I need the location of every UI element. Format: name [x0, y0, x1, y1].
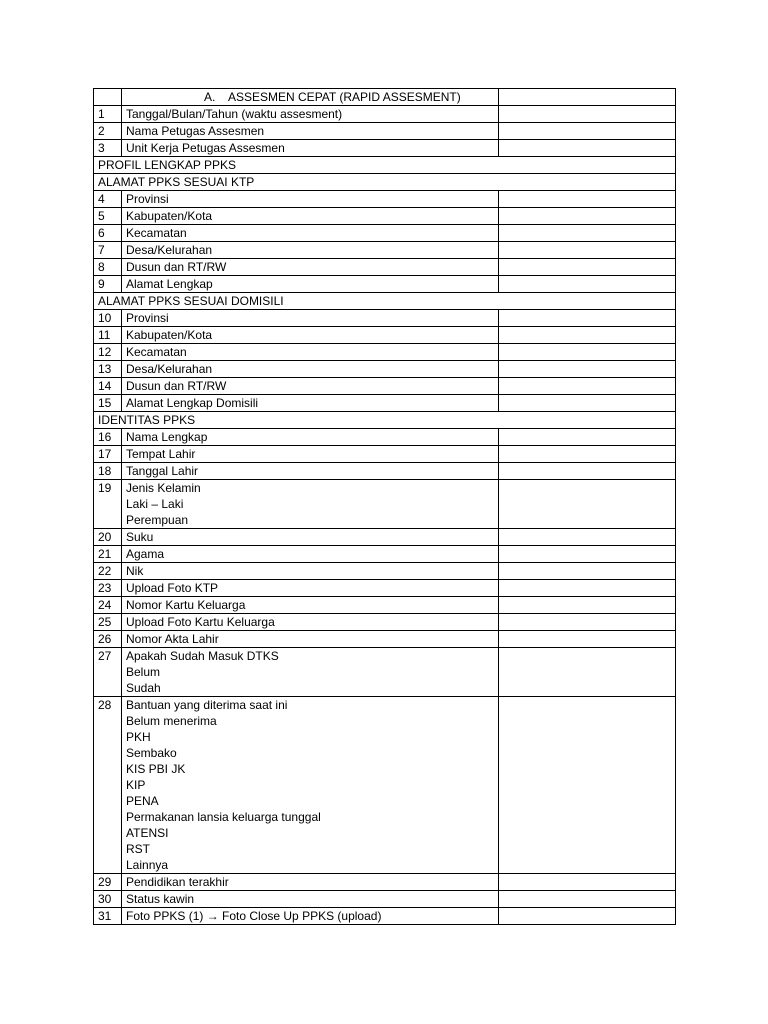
row-value-field[interactable] — [499, 446, 676, 463]
row-label: Bantuan yang diterima saat ini — [126, 698, 288, 712]
row-option: Belum menerima — [126, 714, 217, 728]
row-option: Laki – Laki — [126, 497, 184, 511]
row-value-field[interactable] — [499, 259, 676, 276]
form-row-7 — [94, 242, 676, 259]
row-number: 21 — [94, 546, 122, 563]
row-label: Agama — [126, 547, 165, 561]
form-row-1 — [94, 106, 676, 123]
section-heading: ALAMAT PPKS SESUAI DOMISILI — [94, 293, 676, 310]
row-number: 23 — [94, 580, 122, 597]
form-row-18 — [94, 463, 676, 480]
form-row-13 — [94, 361, 676, 378]
form-row-16 — [94, 429, 676, 446]
row-value-field[interactable] — [499, 242, 676, 259]
row-label-cell — [122, 891, 499, 908]
form-row-5 — [94, 208, 676, 225]
form-row-28 — [94, 697, 676, 874]
row-label: Kabupaten/Kota — [126, 328, 213, 342]
row-label: Desa/Kelurahan — [126, 362, 213, 376]
row-label-cell — [122, 191, 499, 208]
row-number: 9 — [94, 276, 122, 293]
form-row-11 — [94, 327, 676, 344]
row-label: Nomor Kartu Keluarga — [126, 598, 246, 612]
row-value-field[interactable] — [499, 891, 676, 908]
row-option: Perempuan — [126, 513, 189, 527]
row-value-field[interactable] — [499, 378, 676, 395]
assessment-form-table — [93, 88, 676, 925]
row-label-cell — [122, 446, 499, 463]
row-option: PENA — [126, 794, 159, 808]
row-label-cell — [122, 106, 499, 123]
row-number: 22 — [94, 563, 122, 580]
row-number: 26 — [94, 631, 122, 648]
row-option: RST — [126, 842, 150, 856]
row-label-cell — [122, 908, 499, 925]
row-option: Permakanan lansia keluarga tunggal — [126, 810, 321, 824]
row-number: 29 — [94, 874, 122, 891]
form-row-15 — [94, 395, 676, 412]
form-row-19 — [94, 480, 676, 529]
row-value-field[interactable] — [499, 546, 676, 563]
form-row-3 — [94, 140, 676, 157]
section-row — [94, 412, 676, 429]
row-label-cell — [122, 276, 499, 293]
form-row-17 — [94, 446, 676, 463]
form-row-23 — [94, 580, 676, 597]
row-label: Provinsi — [126, 192, 169, 206]
header-value-cell — [499, 89, 676, 106]
form-row-9 — [94, 276, 676, 293]
row-value-field[interactable] — [499, 563, 676, 580]
row-number: 12 — [94, 344, 122, 361]
row-label: Desa/Kelurahan — [126, 243, 213, 257]
row-label-cell — [122, 344, 499, 361]
row-value-field[interactable] — [499, 106, 676, 123]
row-number: 11 — [94, 327, 122, 344]
row-value-field[interactable] — [499, 874, 676, 891]
row-label: Unit Kerja Petugas Assesmen — [126, 141, 285, 155]
section-heading: PROFIL LENGKAP PPKS — [94, 157, 676, 174]
row-number: 13 — [94, 361, 122, 378]
form-row-31 — [94, 908, 676, 925]
row-value-field[interactable] — [499, 140, 676, 157]
row-label: Kabupaten/Kota — [126, 209, 213, 223]
row-value-field[interactable] — [499, 361, 676, 378]
row-value-field[interactable] — [499, 191, 676, 208]
row-label: Kecamatan — [126, 345, 187, 359]
row-number: 4 — [94, 191, 122, 208]
row-value-field[interactable] — [499, 429, 676, 446]
row-label-cell — [122, 395, 499, 412]
row-number: 25 — [94, 614, 122, 631]
form-row-14 — [94, 378, 676, 395]
row-label: Pendidikan terakhir — [126, 875, 229, 889]
row-number: 1 — [94, 106, 122, 123]
row-number: 31 — [94, 908, 122, 925]
row-number: 10 — [94, 310, 122, 327]
row-option: Sembako — [126, 746, 177, 760]
row-label-cell — [122, 631, 499, 648]
row-label-cell — [122, 378, 499, 395]
row-label-cell — [122, 140, 499, 157]
form-row-20 — [94, 529, 676, 546]
section-row — [94, 293, 676, 310]
row-label-cell — [122, 597, 499, 614]
row-label: Alamat Lengkap Domisili — [126, 396, 259, 410]
row-number: 2 — [94, 123, 122, 140]
row-label-cell — [122, 225, 499, 242]
row-value-field[interactable] — [499, 208, 676, 225]
row-label-cell — [122, 697, 499, 874]
form-row-27 — [94, 648, 676, 697]
row-label-cell — [122, 580, 499, 597]
row-value-field[interactable] — [499, 225, 676, 242]
section-heading: IDENTITAS PPKS — [94, 412, 676, 429]
header-title: ASSESMEN CEPAT (RAPID ASSESMENT) — [228, 90, 461, 104]
row-label: Jenis Kelamin — [126, 481, 201, 495]
row-option: Belum — [126, 665, 161, 679]
row-option: ATENSI — [126, 826, 169, 840]
row-label: Dusun dan RT/RW — [126, 379, 227, 393]
row-label: Dusun dan RT/RW — [126, 260, 227, 274]
row-value-field[interactable] — [499, 276, 676, 293]
row-value-field[interactable] — [499, 614, 676, 631]
row-label: Foto PPKS (1) → Foto Close Up PPKS (upload) — [126, 909, 382, 923]
header-num-cell — [94, 89, 122, 106]
row-number: 16 — [94, 429, 122, 446]
row-value-field[interactable] — [499, 580, 676, 597]
row-label-cell — [122, 259, 499, 276]
row-value-field[interactable] — [499, 463, 676, 480]
row-label-cell — [122, 874, 499, 891]
form-row-24 — [94, 597, 676, 614]
row-label: Provinsi — [126, 311, 169, 325]
row-number: 30 — [94, 891, 122, 908]
row-number: 18 — [94, 463, 122, 480]
row-value-field[interactable] — [499, 529, 676, 546]
row-number: 15 — [94, 395, 122, 412]
form-row-10 — [94, 310, 676, 327]
row-value-field[interactable] — [499, 908, 676, 925]
row-label: Nomor Akta Lahir — [126, 632, 219, 646]
row-option: Lainnya — [126, 858, 169, 872]
header-letter: A. — [204, 90, 216, 104]
row-value-field[interactable] — [499, 697, 676, 874]
form-row-26 — [94, 631, 676, 648]
row-label-cell — [122, 480, 499, 529]
section-row — [94, 157, 676, 174]
row-number: 17 — [94, 446, 122, 463]
form-row-2 — [94, 123, 676, 140]
row-label-cell — [122, 208, 499, 225]
form-row-25 — [94, 614, 676, 631]
row-label: Tanggal/Bulan/Tahun (waktu assesment) — [126, 107, 343, 121]
row-label: Nama Petugas Assesmen — [126, 124, 265, 138]
row-label: Upload Foto KTP — [126, 581, 219, 595]
row-label-cell — [122, 546, 499, 563]
row-number: 5 — [94, 208, 122, 225]
row-label: Apakah Sudah Masuk DTKS — [126, 649, 279, 663]
row-label-cell — [122, 429, 499, 446]
row-label-cell — [122, 327, 499, 344]
form-body — [94, 89, 676, 925]
row-label: Upload Foto Kartu Keluarga — [126, 615, 275, 629]
row-option: PKH — [126, 730, 151, 744]
form-row-30 — [94, 891, 676, 908]
row-label: Nama Lengkap — [126, 430, 208, 444]
form-row-6 — [94, 225, 676, 242]
header-row — [94, 89, 676, 106]
row-number: 14 — [94, 378, 122, 395]
row-value-field[interactable] — [499, 123, 676, 140]
row-number: 28 — [94, 697, 122, 874]
row-label-cell — [122, 614, 499, 631]
row-label: Nik — [126, 564, 144, 578]
form-row-29 — [94, 874, 676, 891]
row-label: Alamat Lengkap — [126, 277, 213, 291]
section-row — [94, 174, 676, 191]
row-label-cell — [122, 648, 499, 697]
form-row-8 — [94, 259, 676, 276]
section-heading: ALAMAT PPKS SESUAI KTP — [94, 174, 676, 191]
row-number: 19 — [94, 480, 122, 529]
row-label: Suku — [126, 530, 154, 544]
header-title-cell — [122, 89, 499, 106]
row-value-field[interactable] — [499, 648, 676, 697]
row-label-cell — [122, 361, 499, 378]
row-label-cell — [122, 310, 499, 327]
row-label: Tanggal Lahir — [126, 464, 199, 478]
row-label: Status kawin — [126, 892, 195, 906]
row-option: KIS PBI JK — [126, 762, 186, 776]
row-number: 7 — [94, 242, 122, 259]
row-label-cell — [122, 529, 499, 546]
row-label-cell — [122, 242, 499, 259]
row-value-field[interactable] — [499, 310, 676, 327]
row-value-field[interactable] — [499, 395, 676, 412]
row-label-cell — [122, 123, 499, 140]
row-number: 20 — [94, 529, 122, 546]
row-option: KIP — [126, 778, 146, 792]
form-row-21 — [94, 546, 676, 563]
row-number: 3 — [94, 140, 122, 157]
form-row-22 — [94, 563, 676, 580]
row-value-field[interactable] — [499, 631, 676, 648]
row-value-field[interactable] — [499, 344, 676, 361]
row-label-cell — [122, 563, 499, 580]
row-value-field[interactable] — [499, 327, 676, 344]
row-label: Tempat Lahir — [126, 447, 196, 461]
row-value-field[interactable] — [499, 597, 676, 614]
row-option: Sudah — [126, 681, 161, 695]
row-number: 27 — [94, 648, 122, 697]
row-number: 24 — [94, 597, 122, 614]
row-label: Kecamatan — [126, 226, 187, 240]
row-label-cell — [122, 463, 499, 480]
form-row-12 — [94, 344, 676, 361]
row-number: 6 — [94, 225, 122, 242]
form-row-4 — [94, 191, 676, 208]
row-value-field[interactable] — [499, 480, 676, 529]
row-number: 8 — [94, 259, 122, 276]
